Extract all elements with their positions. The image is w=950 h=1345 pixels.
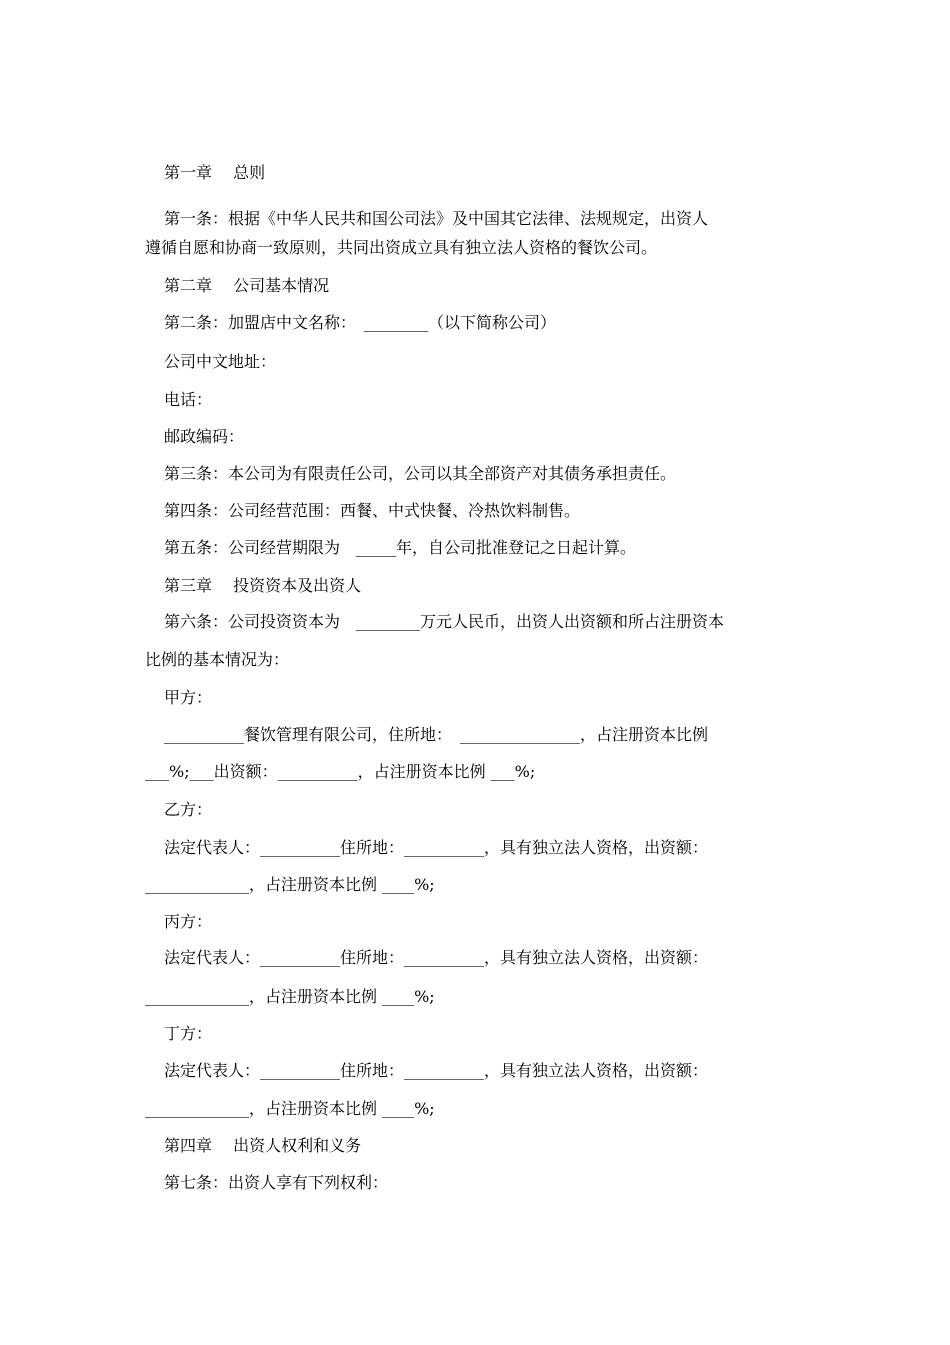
party-b-line-2: _____________，占注册资本比例 ____%; xyxy=(145,875,435,894)
party-a-line-2: ___%;___出资额：__________，占注册资本比例 ___%; xyxy=(145,762,536,781)
chapter-2-heading: 第二章 公司基本情况 xyxy=(164,276,330,295)
party-c-label: 丙方： xyxy=(164,912,213,931)
party-c-line-2: _____________，占注册资本比例 ____%; xyxy=(145,987,435,1006)
party-d-line-2: _____________，占注册资本比例 ____%; xyxy=(145,1099,435,1118)
chapter-1-heading: 第一章 总则 xyxy=(164,163,266,182)
article-6-line-2: 比例的基本情况为： xyxy=(145,650,290,669)
party-d-line-1: 法定代表人：__________住所地：__________，具有独立法人资格，出资额： xyxy=(164,1061,709,1080)
party-a-line-1: __________餐饮管理有限公司，住所地： _______________，占注册资本比例 xyxy=(164,725,709,744)
address-line: 公司中文地址： xyxy=(164,352,277,371)
article-4-line: 第四条：公司经营范围：西餐、中式快餐、冷热饮料制售。 xyxy=(164,501,581,520)
party-c-line-1: 法定代表人：__________住所地：__________，具有独立法人资格，出资额： xyxy=(164,948,709,967)
chapter-3-heading: 第三章 投资资本及出资人 xyxy=(164,576,362,595)
article-1-line-2: 遵循自愿和协商一致原则，共同出资成立具有独立法人资格的餐饮公司。 xyxy=(145,238,658,257)
article-6-line-1: 第六条：公司投资资本为 ________万元人民币，出资人出资额和所占注册资本 xyxy=(164,612,725,631)
article-1-line-1: 第一条：根据《中华人民共和国公司法》及中国其它法律、法规规定，出资人 xyxy=(164,209,709,228)
phone-line: 电话： xyxy=(164,390,213,409)
chapter-4-heading: 第四章 出资人权利和义务 xyxy=(164,1136,362,1155)
article-3-line: 第三条：本公司为有限责任公司，公司以其全部资产对其债务承担责任。 xyxy=(164,464,677,483)
article-2-line: 第二条：加盟店中文名称： ________（以下简称公司） xyxy=(164,313,557,332)
party-d-label: 丁方： xyxy=(164,1024,213,1043)
article-5-line: 第五条：公司经营期限为 _____年，自公司批准登记之日起计算。 xyxy=(164,538,637,557)
party-b-line-1: 法定代表人：__________住所地：__________，具有独立法人资格，出资额： xyxy=(164,838,709,857)
party-a-label: 甲方： xyxy=(164,688,213,707)
party-b-label: 乙方： xyxy=(164,800,213,819)
postcode-line: 邮政编码： xyxy=(164,427,245,446)
article-7-line: 第七条：出资人享有下列权利： xyxy=(164,1173,389,1192)
